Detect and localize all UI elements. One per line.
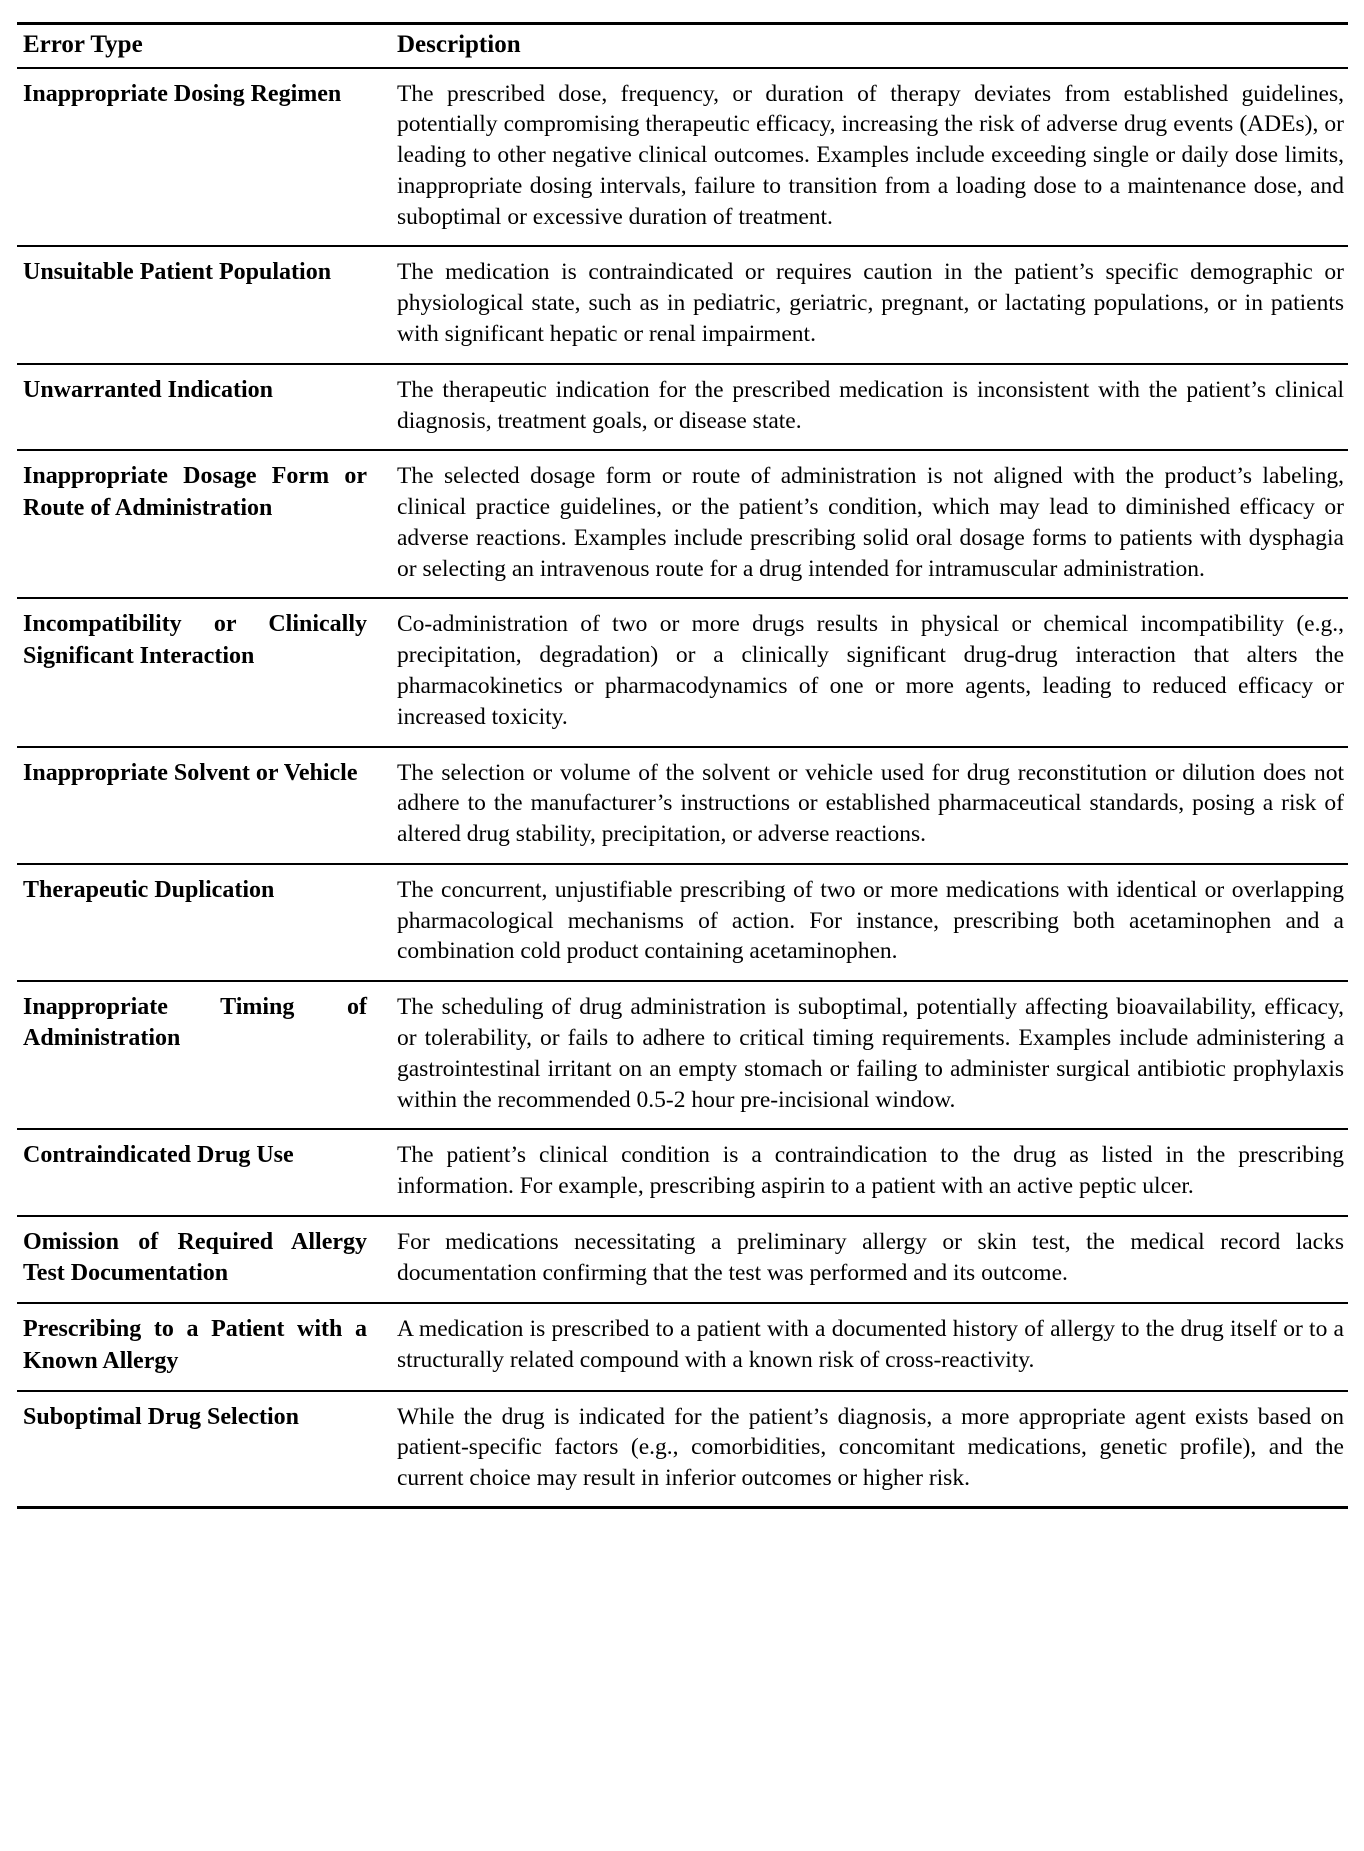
table-row	[17, 747, 1348, 864]
cell-error-type: Unsuitable Patient Population	[17, 246, 383, 363]
cell-error-type: Inappropriate Timing of Administration	[17, 981, 383, 1129]
cell-error-type: Inappropriate Solvent or Vehicle	[17, 747, 383, 864]
error-type-table	[17, 22, 1348, 1509]
cell-description: The scheduling of drug administration is suboptimal, potentially affecting bioavailability, efficacy, or tolerability, or fails to adhere to critical timing requirements. Examples include administering a gastrointestinal irritant on an empty stomach or failing to administer surgical antibiotic prophylaxis within the recommended 0.5-2 hour pre-incisional window.	[383, 981, 1348, 1129]
cell-description: The selected dosage form or route of administration is not aligned with the product’s labeling, clinical practice guidelines, or the patient’s condition, which may lead to diminished efficacy or adverse reactions. Examples include prescribing solid oral dosage forms to patients with dysphagia or selecting an intravenous route for a drug intended for intramuscular administration.	[383, 450, 1348, 598]
document-page	[0, 22, 1364, 1851]
table-row	[17, 68, 1348, 247]
cell-description: The patient’s clinical condition is a contraindication to the drug as listed in the prescribing information. For example, prescribing aspirin to a patient with an active peptic ulcer.	[383, 1129, 1348, 1216]
cell-error-type: Omission of Required Allergy Test Documentation	[17, 1216, 383, 1303]
table-row	[17, 1303, 1348, 1390]
column-header-error-type: Error Type	[17, 24, 383, 68]
cell-error-type: Inappropriate Dosing Regimen	[23, 80, 342, 107]
table-header-row	[17, 24, 1348, 68]
table-row	[17, 246, 1348, 363]
cell-error-type: Prescribing to a Patient with a Known Allergy	[17, 1303, 383, 1390]
table-row	[17, 598, 1348, 746]
cell-description: While the drug is indicated for the patient’s diagnosis, a more appropriate agent exists based on patient-specific factors (e.g., comorbidities, concomitant medications, genetic profile), and the current choice may result in inferior outcomes or higher risk.	[383, 1391, 1348, 1508]
column-header-description: Description	[383, 24, 1348, 68]
table-row	[17, 864, 1348, 981]
table-row	[17, 1129, 1348, 1216]
cell-description: A medication is prescribed to a patient with a documented history of allergy to the drug itself or to a structurally related compound with a known risk of cross-reactivity.	[383, 1303, 1348, 1390]
cell-description: The medication is contraindicated or requires caution in the patient’s specific demographic or physiological state, such as in pediatric, geriatric, pregnant, or lactating populations, or in patients with significant hepatic or renal impairment.	[383, 246, 1348, 363]
cell-error-type: Inappropriate Dosage Form or Route of Administration	[17, 450, 383, 598]
table-row	[17, 981, 1348, 1129]
cell-error-type: Contraindicated Drug Use	[17, 1129, 383, 1216]
cell-error-type: Incompatibility or Clinically Significant Interaction	[17, 598, 383, 746]
cell-description: The prescribed dose, frequency, or duration of therapy deviates from established guidelines, potentially compromising therapeutic efficacy, increasing the risk of adverse drug events (ADEs), or leading to other negative clinical outcomes. Examples include exceeding single or daily dose limits, inappropriate dosing intervals, failure to transition from a loading dose to a maintenance dose, and suboptimal or excessive duration of treatment.	[397, 80, 1344, 230]
cell-error-type: Suboptimal Drug Selection	[17, 1391, 383, 1508]
table-body	[17, 68, 1348, 1508]
cell-error-type: Therapeutic Duplication	[17, 864, 383, 981]
cell-description: The therapeutic indication for the prescribed medication is inconsistent with the patient’s clinical diagnosis, treatment goals, or disease state.	[383, 364, 1348, 451]
cell-description: Co-administration of two or more drugs results in physical or chemical incompatibility (e.g., precipitation, degradation) or a clinically significant drug-drug interaction that alters the pharmacokinetics or pharmacodynamics of one or more agents, leading to reduced efficacy or increased toxicity.	[383, 598, 1348, 746]
cell-error-type: Unwarranted Indication	[17, 364, 383, 451]
cell-description: The concurrent, unjustifiable prescribing of two or more medications with identical or overlapping pharmacological mechanisms of action. For instance, prescribing both acetaminophen and a combination cold product containing acetaminophen.	[383, 864, 1348, 981]
table-row	[17, 364, 1348, 451]
table-row	[17, 450, 1348, 598]
cell-description: For medications necessitating a preliminary allergy or skin test, the medical record lacks documentation confirming that the test was performed and its outcome.	[383, 1216, 1348, 1303]
table-row	[17, 1216, 1348, 1303]
table-row	[17, 1391, 1348, 1508]
cell-description: The selection or volume of the solvent or vehicle used for drug reconstitution or dilution does not adhere to the manufacturer’s instructions or established pharmaceutical standards, posing a risk of altered drug stability, precipitation, or adverse reactions.	[383, 747, 1348, 864]
table-header	[17, 24, 1348, 68]
